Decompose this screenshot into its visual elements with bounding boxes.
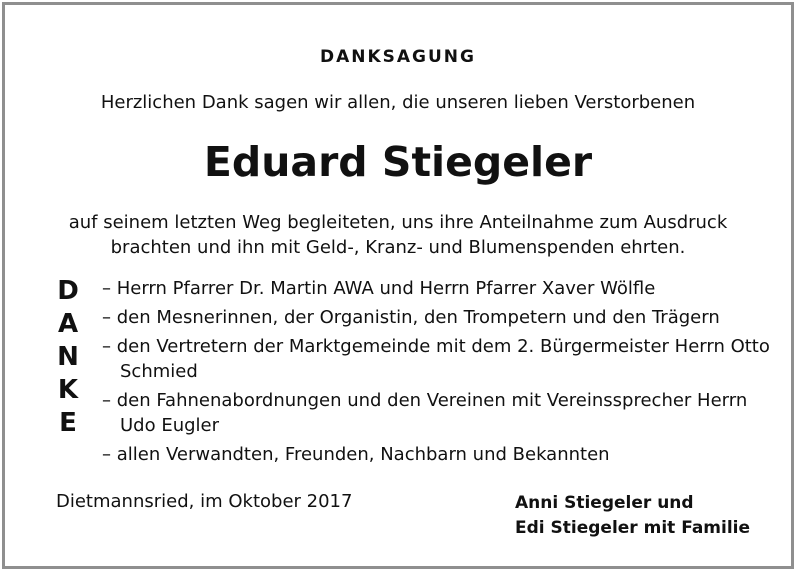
- danke-letter: E: [59, 408, 77, 438]
- list-item: – allen Verwandten, Freunden, Nachbarn und Bekannten: [102, 444, 610, 465]
- thanks-line-1: auf seinem letzten Weg begleiteten, uns ihre Anteilnahme zum Ausdruck: [68, 212, 728, 233]
- obituary-notice: [2, 2, 794, 569]
- intro-text: Herzlichen Dank sagen wir allen, die unseren lieben Verstorbenen: [100, 92, 696, 113]
- list-item: – den Mesnerinnen, der Organistin, den Trompetern und den Trägern: [102, 307, 720, 328]
- list-item: – den Vertretern der Marktgemeinde mit dem 2. Bürgermeister Herrn Otto Schmied: [102, 336, 770, 382]
- list-item: – Herrn Pfarrer Dr. Martin AWA und Herrn Pfarrer Xaver Wölfle: [102, 278, 656, 299]
- danke-vertical-word: [53, 275, 83, 440]
- notice-title: DANKSAGUNG: [319, 47, 476, 67]
- signature-line-2: Edi Stiegeler mit Familie: [515, 518, 751, 538]
- danke-letter: K: [57, 375, 79, 405]
- danke-letter: N: [57, 342, 79, 372]
- signature-line-1: Anni Stiegeler und: [515, 493, 694, 513]
- danke-letter: D: [57, 276, 79, 306]
- list-item: – den Fahnenabordnungen und den Vereinen mit Vereinssprecher Herrn Udo Eugler: [102, 390, 748, 436]
- thanks-text: [5, 210, 791, 260]
- danke-letter: A: [57, 309, 79, 339]
- place-date: Dietmannsried, im Oktober 2017: [56, 491, 353, 512]
- signature: [515, 491, 750, 541]
- thanks-list: [102, 276, 782, 471]
- thanks-line-2: brachten und ihn mit Geld-, Kranz- und Blumenspenden ehrten.: [110, 237, 686, 258]
- deceased-name: Eduard Stiegeler: [203, 138, 593, 186]
